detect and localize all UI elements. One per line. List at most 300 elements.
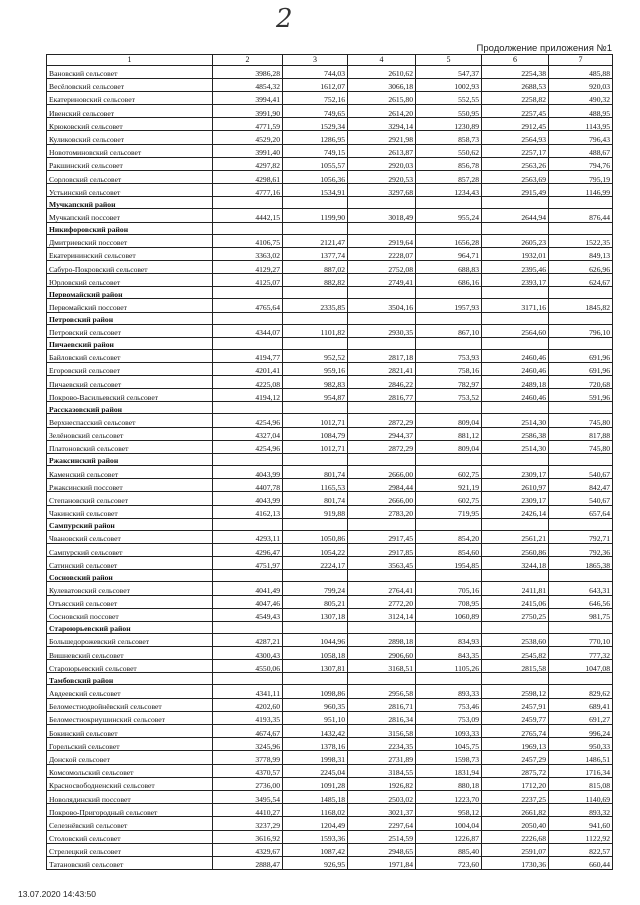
value-cell: 880,18 bbox=[416, 777, 482, 790]
column-header: 2 bbox=[213, 55, 283, 66]
value-cell: 540,67 bbox=[549, 466, 613, 479]
settlement-name: Красносвободненский сельсовет bbox=[47, 777, 213, 790]
table-row bbox=[47, 764, 613, 777]
value-cell: 1226,87 bbox=[416, 830, 482, 843]
value-cell: 887,02 bbox=[283, 260, 348, 273]
settlement-name: Вановский сельсовет bbox=[47, 65, 213, 78]
value-cell: 4674,67 bbox=[213, 725, 283, 738]
value-cell: 2666,00 bbox=[348, 466, 416, 479]
value-cell: 2563,26 bbox=[482, 157, 549, 170]
value-cell: 686,16 bbox=[416, 274, 482, 287]
table-row bbox=[47, 725, 613, 738]
table-row bbox=[47, 440, 613, 453]
data-table bbox=[46, 54, 613, 870]
value-cell: 708,95 bbox=[416, 595, 482, 608]
empty-cell bbox=[283, 312, 348, 324]
value-cell: 2846,22 bbox=[348, 376, 416, 389]
value-cell: 4041,49 bbox=[213, 582, 283, 595]
value-cell: 1223,70 bbox=[416, 790, 482, 803]
value-cell: 981,75 bbox=[549, 608, 613, 621]
value-cell: 2563,69 bbox=[482, 171, 549, 184]
empty-cell bbox=[549, 518, 613, 530]
value-cell: 2644,94 bbox=[482, 209, 549, 222]
empty-cell bbox=[549, 621, 613, 633]
empty-cell bbox=[213, 287, 283, 299]
value-cell: 2688,53 bbox=[482, 78, 549, 91]
table-row bbox=[47, 856, 613, 869]
value-cell: 4765,64 bbox=[213, 299, 283, 312]
empty-cell bbox=[549, 287, 613, 299]
value-cell: 2560,86 bbox=[482, 543, 549, 556]
table-row bbox=[47, 184, 613, 197]
value-cell: 982,83 bbox=[283, 376, 348, 389]
value-cell: 3171,16 bbox=[482, 299, 549, 312]
value-cell: 2948,65 bbox=[348, 843, 416, 856]
value-cell: 4854,32 bbox=[213, 78, 283, 91]
value-cell: 2661,82 bbox=[482, 804, 549, 817]
value-cell: 4407,78 bbox=[213, 479, 283, 492]
value-cell: 552,55 bbox=[416, 91, 482, 104]
value-cell: 805,21 bbox=[283, 595, 348, 608]
value-cell: 2254,38 bbox=[482, 65, 549, 78]
value-cell: 2731,89 bbox=[348, 751, 416, 764]
value-cell: 1378,16 bbox=[283, 738, 348, 751]
value-cell: 1058,18 bbox=[283, 647, 348, 660]
empty-cell bbox=[482, 312, 549, 324]
value-cell: 2297,64 bbox=[348, 817, 416, 830]
value-cell: 2489,18 bbox=[482, 376, 549, 389]
settlement-name: Куликовский сельсовет bbox=[47, 131, 213, 144]
district-name: Первомайский район bbox=[47, 287, 213, 299]
empty-cell bbox=[213, 454, 283, 466]
value-cell: 1286,95 bbox=[283, 131, 348, 144]
settlement-name: Устьинский сельсовет bbox=[47, 184, 213, 197]
table-row bbox=[47, 78, 613, 91]
value-cell: 2875,72 bbox=[482, 764, 549, 777]
settlement-name: Беломестнокриушинский сельсовет bbox=[47, 711, 213, 724]
value-cell: 2930,35 bbox=[348, 324, 416, 337]
column-header: 1 bbox=[47, 55, 213, 66]
table-row bbox=[47, 817, 613, 830]
value-cell: 822,57 bbox=[549, 843, 613, 856]
value-cell: 4751,97 bbox=[213, 557, 283, 570]
table-row bbox=[47, 830, 613, 843]
empty-cell bbox=[213, 222, 283, 234]
empty-cell bbox=[283, 673, 348, 685]
settlement-name: Ракшинский сельсовет bbox=[47, 157, 213, 170]
empty-cell bbox=[213, 312, 283, 324]
value-cell: 4201,41 bbox=[213, 362, 283, 375]
empty-cell bbox=[348, 312, 416, 324]
value-cell: 2393,17 bbox=[482, 274, 549, 287]
value-cell: 1165,53 bbox=[283, 479, 348, 492]
value-cell: 1050,86 bbox=[283, 530, 348, 543]
column-header: 6 bbox=[482, 55, 549, 66]
value-cell: 2228,07 bbox=[348, 247, 416, 260]
empty-cell bbox=[416, 402, 482, 414]
value-cell: 1998,31 bbox=[283, 751, 348, 764]
district-name: Староюрьевский район bbox=[47, 621, 213, 633]
table-row bbox=[47, 234, 613, 247]
value-cell: 646,56 bbox=[549, 595, 613, 608]
settlement-name: Весёловский сельсовет bbox=[47, 78, 213, 91]
settlement-name: Чвановский сельсовет bbox=[47, 530, 213, 543]
settlement-name: Петровский сельсовет bbox=[47, 324, 213, 337]
value-cell: 2752,08 bbox=[348, 260, 416, 273]
table-row bbox=[47, 647, 613, 660]
table-row bbox=[47, 804, 613, 817]
empty-cell bbox=[283, 621, 348, 633]
value-cell: 752,16 bbox=[283, 91, 348, 104]
empty-cell bbox=[213, 621, 283, 633]
value-cell: 2121,47 bbox=[283, 234, 348, 247]
column-header: 3 bbox=[283, 55, 348, 66]
table-body bbox=[47, 55, 613, 870]
value-cell: 2610,62 bbox=[348, 65, 416, 78]
value-cell: 876,44 bbox=[549, 209, 613, 222]
value-cell: 4106,75 bbox=[213, 234, 283, 247]
empty-cell bbox=[482, 222, 549, 234]
value-cell: 2610,97 bbox=[482, 479, 549, 492]
empty-cell bbox=[416, 287, 482, 299]
empty-cell bbox=[416, 312, 482, 324]
table-row bbox=[47, 144, 613, 157]
value-cell: 2309,17 bbox=[482, 466, 549, 479]
value-cell: 2605,23 bbox=[482, 234, 549, 247]
value-cell: 2415,06 bbox=[482, 595, 549, 608]
value-cell: 657,64 bbox=[549, 505, 613, 518]
value-cell: 4293,11 bbox=[213, 530, 283, 543]
value-cell: 4254,96 bbox=[213, 414, 283, 427]
table-row bbox=[47, 414, 613, 427]
value-cell: 1954,85 bbox=[416, 557, 482, 570]
value-cell: 801,74 bbox=[283, 492, 348, 505]
table-row bbox=[47, 505, 613, 518]
value-cell: 2919,64 bbox=[348, 234, 416, 247]
value-cell: 749,15 bbox=[283, 144, 348, 157]
value-cell: 540,67 bbox=[549, 492, 613, 505]
value-cell: 2821,41 bbox=[348, 362, 416, 375]
value-cell: 952,52 bbox=[283, 349, 348, 362]
value-cell: 691,27 bbox=[549, 711, 613, 724]
settlement-name: Егоровский сельсовет bbox=[47, 362, 213, 375]
value-cell: 4529,20 bbox=[213, 131, 283, 144]
empty-cell bbox=[348, 197, 416, 209]
settlement-name: Пичаевский сельсовет bbox=[47, 376, 213, 389]
empty-cell bbox=[482, 337, 549, 349]
empty-cell bbox=[416, 222, 482, 234]
value-cell: 2984,44 bbox=[348, 479, 416, 492]
value-cell: 1055,57 bbox=[283, 157, 348, 170]
value-cell: 626,96 bbox=[549, 260, 613, 273]
value-cell: 2460,46 bbox=[482, 349, 549, 362]
value-cell: 2915,49 bbox=[482, 184, 549, 197]
value-cell: 3986,28 bbox=[213, 65, 283, 78]
value-cell: 1199,90 bbox=[283, 209, 348, 222]
value-cell: 4047,46 bbox=[213, 595, 283, 608]
table-row bbox=[47, 65, 613, 78]
empty-cell bbox=[549, 337, 613, 349]
empty-cell bbox=[348, 570, 416, 582]
value-cell: 4410,27 bbox=[213, 804, 283, 817]
value-cell: 4225,08 bbox=[213, 376, 283, 389]
settlement-name: Крюковский сельсовет bbox=[47, 118, 213, 131]
empty-cell bbox=[213, 402, 283, 414]
value-cell: 1047,08 bbox=[549, 660, 613, 673]
settlement-name: Платоновский сельсовет bbox=[47, 440, 213, 453]
value-cell: 881,12 bbox=[416, 427, 482, 440]
settlement-name: Чакинский сельсовет bbox=[47, 505, 213, 518]
value-cell: 2783,20 bbox=[348, 505, 416, 518]
value-cell: 2772,20 bbox=[348, 595, 416, 608]
empty-cell bbox=[416, 454, 482, 466]
column-header: 7 bbox=[549, 55, 613, 66]
value-cell: 893,32 bbox=[549, 804, 613, 817]
empty-cell bbox=[283, 337, 348, 349]
settlement-name: Верхнеспасский сельсовет bbox=[47, 414, 213, 427]
value-cell: 857,28 bbox=[416, 171, 482, 184]
column-number-header bbox=[47, 55, 613, 66]
value-cell: 2817,18 bbox=[348, 349, 416, 362]
district-row bbox=[47, 621, 613, 633]
value-cell: 770,10 bbox=[549, 633, 613, 646]
value-cell: 782,97 bbox=[416, 376, 482, 389]
value-cell: 691,96 bbox=[549, 362, 613, 375]
value-cell: 4043,99 bbox=[213, 492, 283, 505]
empty-cell bbox=[213, 570, 283, 582]
settlement-name: Столовский сельсовет bbox=[47, 830, 213, 843]
value-cell: 2921,98 bbox=[348, 131, 416, 144]
value-cell: 547,37 bbox=[416, 65, 482, 78]
value-cell: 3244,18 bbox=[482, 557, 549, 570]
value-cell: 2564,93 bbox=[482, 131, 549, 144]
empty-cell bbox=[416, 518, 482, 530]
value-cell: 1143,95 bbox=[549, 118, 613, 131]
value-cell: 4296,47 bbox=[213, 543, 283, 556]
settlement-name: Екатерининский сельсовет bbox=[47, 247, 213, 260]
value-cell: 842,47 bbox=[549, 479, 613, 492]
value-cell: 809,04 bbox=[416, 440, 482, 453]
value-cell: 2503,02 bbox=[348, 790, 416, 803]
value-cell: 4125,07 bbox=[213, 274, 283, 287]
value-cell: 1534,91 bbox=[283, 184, 348, 197]
settlement-name: Зелёновский сельсовет bbox=[47, 427, 213, 440]
value-cell: 2545,82 bbox=[482, 647, 549, 660]
value-cell: 2816,77 bbox=[348, 389, 416, 402]
value-cell: 4341,11 bbox=[213, 685, 283, 698]
value-cell: 3245,96 bbox=[213, 738, 283, 751]
value-cell: 1845,82 bbox=[549, 299, 613, 312]
value-cell: 758,16 bbox=[416, 362, 482, 375]
value-cell: 2614,20 bbox=[348, 105, 416, 118]
value-cell: 854,60 bbox=[416, 543, 482, 556]
table-row bbox=[47, 557, 613, 570]
value-cell: 4194,12 bbox=[213, 389, 283, 402]
value-cell: 2736,00 bbox=[213, 777, 283, 790]
value-cell: 2561,21 bbox=[482, 530, 549, 543]
table-row bbox=[47, 608, 613, 621]
value-cell: 941,60 bbox=[549, 817, 613, 830]
value-cell: 2944,37 bbox=[348, 427, 416, 440]
value-cell: 3294,14 bbox=[348, 118, 416, 131]
district-name: Мучкапский район bbox=[47, 197, 213, 209]
value-cell: 2613,87 bbox=[348, 144, 416, 157]
value-cell: 1598,73 bbox=[416, 751, 482, 764]
value-cell: 2234,35 bbox=[348, 738, 416, 751]
settlement-name: Екатериновский сельсовет bbox=[47, 91, 213, 104]
value-cell: 4202,60 bbox=[213, 698, 283, 711]
value-cell: 1087,42 bbox=[283, 843, 348, 856]
value-cell: 2514,30 bbox=[482, 440, 549, 453]
value-cell: 1716,34 bbox=[549, 764, 613, 777]
empty-cell bbox=[348, 621, 416, 633]
settlement-name: Староюрьевский сельсовет bbox=[47, 660, 213, 673]
value-cell: 3066,18 bbox=[348, 78, 416, 91]
value-cell: 867,10 bbox=[416, 324, 482, 337]
table-row bbox=[47, 427, 613, 440]
value-cell: 856,78 bbox=[416, 157, 482, 170]
table-row bbox=[47, 247, 613, 260]
value-cell: 719,95 bbox=[416, 505, 482, 518]
table-row bbox=[47, 595, 613, 608]
value-cell: 843,35 bbox=[416, 647, 482, 660]
table-row bbox=[47, 790, 613, 803]
settlement-name: Ржаксинский поссовет bbox=[47, 479, 213, 492]
value-cell: 3184,55 bbox=[348, 764, 416, 777]
settlement-name: Большедорожевский сельсовет bbox=[47, 633, 213, 646]
value-cell: 2872,29 bbox=[348, 414, 416, 427]
continuation-title: Продолжение приложения №1 bbox=[476, 43, 612, 54]
settlement-name: Селезнёвский сельсовет bbox=[47, 817, 213, 830]
settlement-name: Сатинский сельсовет bbox=[47, 557, 213, 570]
value-cell: 1486,51 bbox=[549, 751, 613, 764]
empty-cell bbox=[482, 518, 549, 530]
value-cell: 4254,96 bbox=[213, 440, 283, 453]
value-cell: 1522,35 bbox=[549, 234, 613, 247]
empty-cell bbox=[283, 222, 348, 234]
value-cell: 2226,68 bbox=[482, 830, 549, 843]
value-cell: 1730,36 bbox=[482, 856, 549, 869]
value-cell: 920,03 bbox=[549, 78, 613, 91]
settlement-name: Ивенский сельсовет bbox=[47, 105, 213, 118]
value-cell: 792,36 bbox=[549, 543, 613, 556]
value-cell: 1432,42 bbox=[283, 725, 348, 738]
value-cell: 2564,60 bbox=[482, 324, 549, 337]
value-cell: 958,12 bbox=[416, 804, 482, 817]
settlement-name: Юрловский сельсовет bbox=[47, 274, 213, 287]
value-cell: 2765,74 bbox=[482, 725, 549, 738]
value-cell: 2898,18 bbox=[348, 633, 416, 646]
table-row bbox=[47, 171, 613, 184]
value-cell: 753,52 bbox=[416, 389, 482, 402]
value-cell: 1926,82 bbox=[348, 777, 416, 790]
value-cell: 3156,58 bbox=[348, 725, 416, 738]
value-cell: 1140,69 bbox=[549, 790, 613, 803]
value-cell: 749,65 bbox=[283, 105, 348, 118]
value-cell: 950,33 bbox=[549, 738, 613, 751]
value-cell: 1044,96 bbox=[283, 633, 348, 646]
value-cell: 2457,91 bbox=[482, 698, 549, 711]
empty-cell bbox=[482, 673, 549, 685]
empty-cell bbox=[482, 197, 549, 209]
value-cell: 720,68 bbox=[549, 376, 613, 389]
value-cell: 2245,04 bbox=[283, 764, 348, 777]
value-cell: 960,35 bbox=[283, 698, 348, 711]
value-cell: 550,95 bbox=[416, 105, 482, 118]
value-cell: 2257,45 bbox=[482, 105, 549, 118]
value-cell: 2917,85 bbox=[348, 543, 416, 556]
value-cell: 1122,92 bbox=[549, 830, 613, 843]
value-cell: 834,93 bbox=[416, 633, 482, 646]
value-cell: 2666,00 bbox=[348, 492, 416, 505]
value-cell: 1012,71 bbox=[283, 440, 348, 453]
table-row bbox=[47, 131, 613, 144]
value-cell: 2764,41 bbox=[348, 582, 416, 595]
value-cell: 689,41 bbox=[549, 698, 613, 711]
empty-cell bbox=[283, 402, 348, 414]
empty-cell bbox=[213, 337, 283, 349]
settlement-name: Покрово-Пригородный сельсовет bbox=[47, 804, 213, 817]
value-cell: 3124,14 bbox=[348, 608, 416, 621]
value-cell: 4329,67 bbox=[213, 843, 283, 856]
value-cell: 753,93 bbox=[416, 349, 482, 362]
empty-cell bbox=[348, 518, 416, 530]
value-cell: 1002,93 bbox=[416, 78, 482, 91]
value-cell: 1012,71 bbox=[283, 414, 348, 427]
value-cell: 1084,79 bbox=[283, 427, 348, 440]
value-cell: 1593,36 bbox=[283, 830, 348, 843]
table-row bbox=[47, 105, 613, 118]
value-cell: 1377,74 bbox=[283, 247, 348, 260]
value-cell: 3778,99 bbox=[213, 751, 283, 764]
value-cell: 723,60 bbox=[416, 856, 482, 869]
empty-cell bbox=[549, 673, 613, 685]
value-cell: 3237,29 bbox=[213, 817, 283, 830]
district-row bbox=[47, 454, 613, 466]
value-cell: 792,71 bbox=[549, 530, 613, 543]
table-row bbox=[47, 751, 613, 764]
value-cell: 1612,07 bbox=[283, 78, 348, 91]
value-cell: 858,73 bbox=[416, 131, 482, 144]
value-cell: 4300,43 bbox=[213, 647, 283, 660]
value-cell: 691,96 bbox=[549, 349, 613, 362]
value-cell: 801,74 bbox=[283, 466, 348, 479]
value-cell: 815,08 bbox=[549, 777, 613, 790]
value-cell: 3018,49 bbox=[348, 209, 416, 222]
value-cell: 2615,80 bbox=[348, 91, 416, 104]
value-cell: 1307,18 bbox=[283, 608, 348, 621]
district-row bbox=[47, 197, 613, 209]
value-cell: 4771,59 bbox=[213, 118, 283, 131]
value-cell: 602,75 bbox=[416, 492, 482, 505]
empty-cell bbox=[213, 518, 283, 530]
empty-cell bbox=[348, 287, 416, 299]
empty-cell bbox=[213, 673, 283, 685]
value-cell: 1307,81 bbox=[283, 660, 348, 673]
value-cell: 4549,43 bbox=[213, 608, 283, 621]
value-cell: 2749,41 bbox=[348, 274, 416, 287]
district-name: Пичаевский район bbox=[47, 337, 213, 349]
empty-cell bbox=[283, 518, 348, 530]
value-cell: 2920,03 bbox=[348, 157, 416, 170]
empty-cell bbox=[348, 402, 416, 414]
table-row bbox=[47, 843, 613, 856]
settlement-name: Кулеватовский сельсовет bbox=[47, 582, 213, 595]
value-cell: 1831,94 bbox=[416, 764, 482, 777]
empty-cell bbox=[416, 673, 482, 685]
value-cell: 602,75 bbox=[416, 466, 482, 479]
empty-cell bbox=[283, 570, 348, 582]
